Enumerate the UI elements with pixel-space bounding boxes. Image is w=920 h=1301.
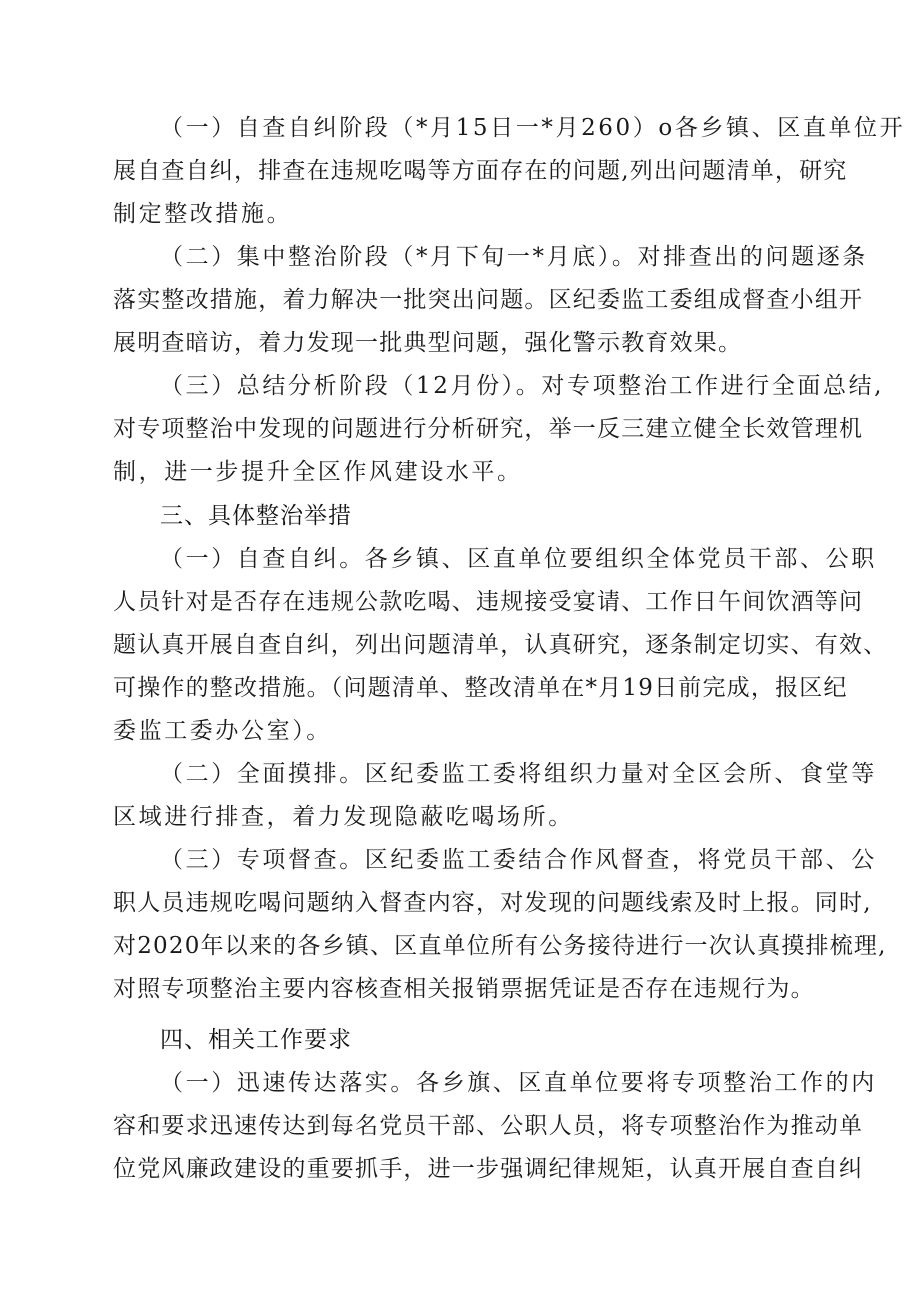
paragraph-measure1-line-2: 人员针对是否存在违规公款吃喝、违规接受宴请、工作日午间饮酒等问 (113, 589, 864, 615)
paragraph-measure3-line-1: （三）专项督查。区纪委监工委结合作风督查，将党员干部、公 (160, 847, 877, 873)
paragraph-measure1-line-1: （一）自查自纠。各乡镇、区直单位要组织全体党员干部、公职 (160, 546, 877, 572)
heading-work-requirements: 四、相关工作要求 (160, 1027, 352, 1053)
paragraph-measure3-line-4: 对照专项整治主要内容核查相关报销票据凭证是否存在违规行为。 (113, 976, 815, 1002)
paragraph-measure3-line-2: 职人员违规吃喝问题纳入督查内容，对发现的问题线索及时上报。同时, (113, 890, 872, 916)
paragraph-measure1-line-3: 题认真开展自查自纠，列出问题清单，认真研究，逐条制定切实、有效、 (113, 632, 888, 658)
paragraph-measure1-line-4: 可操作的整改措施。（问题清单、整改清单在*月19日前完成，报区纪 (113, 675, 848, 701)
paragraph-stage3-line-3: 制，进一步提升全区作风建设水平。 (113, 459, 523, 485)
paragraph-requirement1-line-3: 位党风廉政建设的重要抓手，进一步强调纪律规矩，认真开展自查自纠 (113, 1156, 864, 1182)
paragraph-stage1-line-3: 制定整改措施。 (113, 201, 293, 227)
paragraph-measure2-line-2: 区域进行排查，着力发现隐蔽吃喝场所。 (113, 804, 574, 830)
paragraph-requirement1-line-1: （一）迅速传达落实。各乡旗、区直单位要将专项整治工作的内 (160, 1070, 877, 1096)
paragraph-stage2-line-2: 落实整改措施，着力解决一批突出问题。区纪委监工委组成督查小组开 (113, 287, 864, 313)
heading-specific-measures: 三、具体整治举措 (160, 503, 352, 529)
paragraph-measure1-line-5: 委监工委办公室）。 (113, 718, 332, 744)
paragraph-measure2-line-1: （二）全面摸排。区纪委监工委将组织力量对全区会所、食堂等 (160, 761, 877, 787)
paragraph-stage2-line-1: （二）集中整治阶段（*月下旬一*月底）。对排查出的问题逐条 (160, 244, 868, 270)
paragraph-stage3-line-2: 对专项整治中发现的问题进行分析研究，举一反三建立健全长效管理机 (113, 416, 864, 442)
paragraph-measure3-line-3: 对2020年以来的各乡镇、区直单位所有公务接待进行一次认真摸排梳理, (113, 933, 887, 959)
paragraph-stage3-line-1: （三）总结分析阶段（12月份）。对专项整治工作进行全面总结, (160, 373, 885, 399)
paragraph-stage1-line-1: （一）自查自纠阶段（*月15日一*月260）o各乡镇、区直单位开 (160, 115, 906, 141)
paragraph-stage2-line-3: 展明查暗访，着力发现一批典型问题，强化警示教育效果。 (113, 330, 743, 356)
paragraph-requirement1-line-2: 容和要求迅速传达到每名党员干部、公职人员，将专项整治作为推动单 (113, 1113, 864, 1139)
paragraph-stage1-line-2: 展自查自纠，排查在违规吃喝等方面存在的问题,列出问题清单，研究 (113, 158, 848, 184)
